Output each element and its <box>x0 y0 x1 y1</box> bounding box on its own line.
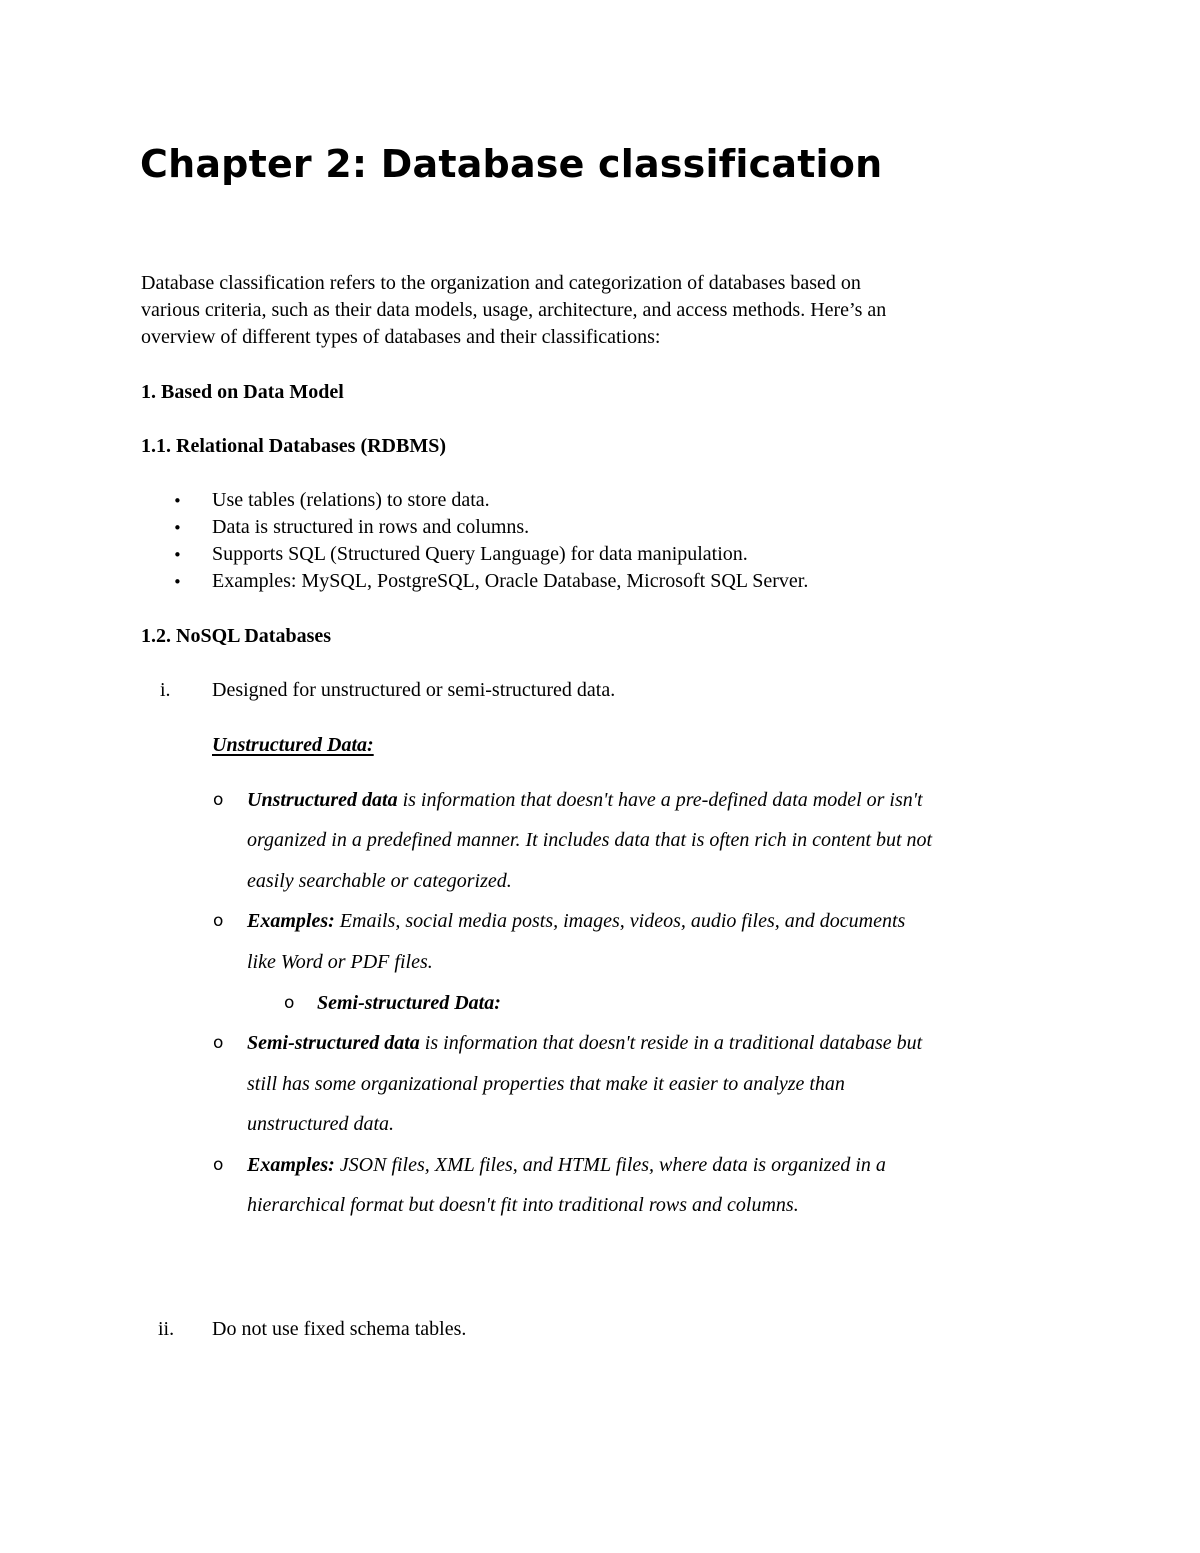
subheading-semi-structured: Semi-structured Data: <box>317 992 501 1014</box>
definition-term: Semi-structured data <box>247 1032 420 1054</box>
definition-term: Unstructured data <box>247 789 398 811</box>
list-item: Use tables (relations) to store data. <box>212 489 490 511</box>
intro-line: various criteria, such as their data models, usage, architecture, and access methods. Here’s an <box>141 299 887 321</box>
examples-line: hierarchical format but doesn't fit into traditional rows and columns. <box>247 1194 799 1216</box>
chapter-title: Chapter 2: Database classification <box>140 142 883 186</box>
examples-term: Examples: <box>247 910 335 932</box>
list-item: Do not use fixed schema tables. <box>212 1318 467 1340</box>
intro-paragraph <box>141 270 1061 351</box>
circle-marker: o <box>213 790 224 810</box>
bullet-marker: • <box>173 492 182 510</box>
definition-line: organized in a predefined manner. It includes data that is often rich in content but not <box>247 829 933 851</box>
section-heading-relational: 1.1. Relational Databases (RDBMS) <box>141 435 446 457</box>
circle-marker: o <box>213 1155 224 1175</box>
circle-marker: o <box>284 993 295 1013</box>
definition-line: Semi-structured data is information that doesn't reside in a traditional database but <box>247 1032 923 1054</box>
bullet-marker: • <box>173 519 182 537</box>
examples-line: like Word or PDF files. <box>247 951 433 973</box>
examples-line: Examples: JSON files, XML files, and HTML files, where data is organized in a <box>247 1154 886 1176</box>
list-item: Supports SQL (Structured Query Language) for data manipulation. <box>212 543 748 565</box>
circle-marker: o <box>213 911 224 931</box>
definition-line: Unstructured data is information that doesn't have a pre-defined data model or isn't <box>247 789 923 811</box>
subheading-unstructured: Unstructured Data: <box>212 734 374 756</box>
examples-term: Examples: <box>247 1154 335 1176</box>
bullet-marker: • <box>173 573 182 591</box>
roman-marker: i. <box>160 679 171 701</box>
bullet-marker: • <box>173 546 182 564</box>
definition-line: easily searchable or categorized. <box>247 870 512 892</box>
intro-line: overview of different types of databases and their classifications: <box>141 326 661 348</box>
list-item: Examples: MySQL, PostgreSQL, Oracle Database, Microsoft SQL Server. <box>212 570 809 592</box>
intro-line: Database classification refers to the organization and categorization of databases based on <box>141 272 861 294</box>
definition-line: still has some organizational properties that make it easier to analyze than <box>247 1073 845 1095</box>
definition-line: unstructured data. <box>247 1113 395 1135</box>
roman-marker: ii. <box>158 1318 175 1340</box>
list-item: Data is structured in rows and columns. <box>212 516 530 538</box>
section-heading-data-model: 1. Based on Data Model <box>141 381 344 403</box>
section-heading-nosql: 1.2. NoSQL Databases <box>141 625 332 647</box>
examples-line: Examples: Emails, social media posts, images, videos, audio files, and documents <box>247 910 906 932</box>
circle-marker: o <box>213 1033 224 1053</box>
list-item: Designed for unstructured or semi-structured data. <box>212 679 616 701</box>
